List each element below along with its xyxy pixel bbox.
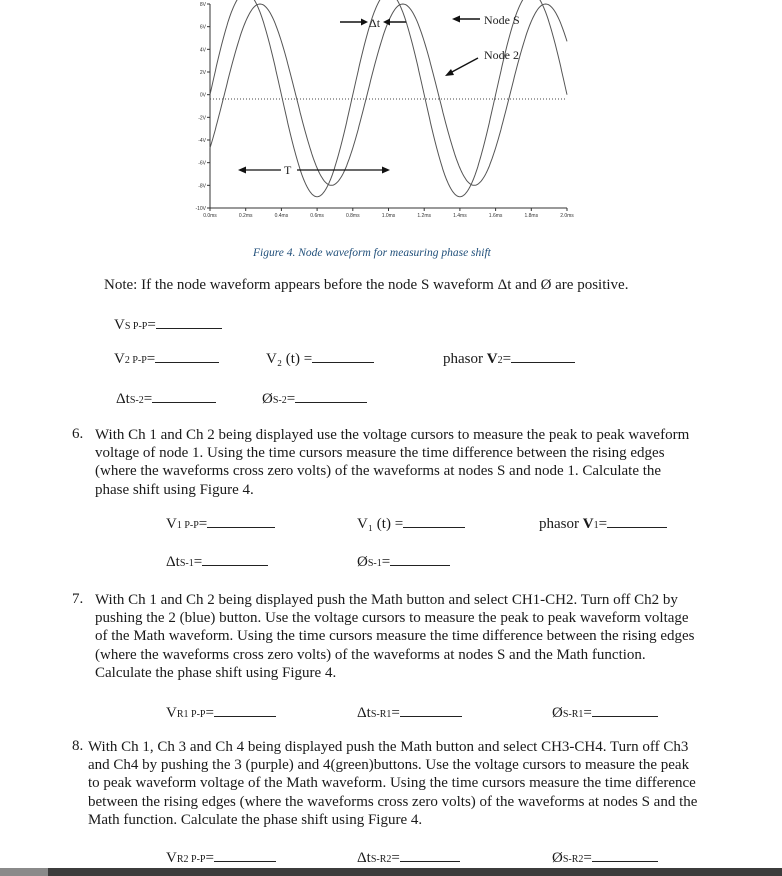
x-tick-label: 1.4ms bbox=[453, 213, 467, 219]
v2-t-label: V₂ (t) = bbox=[266, 351, 313, 367]
node-s-waveform bbox=[210, 0, 567, 197]
v1-pp-sub: 1 P-P bbox=[176, 520, 199, 531]
phasor-v2-blank[interactable] bbox=[511, 350, 575, 363]
node-2-waveform bbox=[210, 4, 567, 185]
dtsr1-field bbox=[357, 704, 462, 722]
phasor-v2-sub: 2 bbox=[497, 355, 503, 366]
vr2-pp-field bbox=[166, 849, 276, 867]
dts2-blank[interactable] bbox=[152, 390, 216, 403]
y-tick-label: 8V bbox=[199, 2, 206, 8]
phisr2-blank[interactable] bbox=[592, 849, 658, 862]
vr2-pp-main: V bbox=[166, 850, 177, 866]
dtsr2-eq: = bbox=[391, 850, 400, 866]
phasor-v1-blank[interactable] bbox=[607, 515, 667, 528]
note-text: Note: If the node waveform appears before the node S waveform Δt and Ø are positive. bbox=[104, 277, 629, 293]
phisr1-blank[interactable] bbox=[592, 704, 658, 717]
dts2-field bbox=[116, 390, 216, 408]
y-tick-label: 2V bbox=[199, 70, 206, 76]
dtsr1-main: Δt bbox=[357, 705, 371, 721]
v2-pp-eq: = bbox=[146, 351, 156, 367]
period-arrowhead-left bbox=[238, 167, 246, 174]
phasor-v1-bold: V bbox=[582, 516, 594, 532]
v1-pp-main: V bbox=[166, 516, 177, 532]
delta-t-label: Δt bbox=[369, 16, 381, 30]
vr2-pp-sub: R2 P-P bbox=[176, 854, 206, 865]
vr1-pp-sub: R1 P-P bbox=[176, 709, 206, 720]
phis1-field bbox=[357, 553, 450, 571]
phasor-v2-bold: V bbox=[486, 351, 498, 367]
node-2-arrowhead bbox=[445, 69, 454, 76]
y-tick-label: -4V bbox=[198, 138, 206, 144]
phis2-eq: = bbox=[286, 391, 296, 407]
dts2-main: Δt bbox=[116, 391, 130, 407]
dts1-sub: S-1 bbox=[179, 558, 194, 569]
v1-pp-blank[interactable] bbox=[207, 515, 275, 528]
item8-text: With Ch 1, Ch 3 and Ch 4 being displayed push the Math button and select CH3-CH4. Turn off Ch3 and Ch4 by pushing the 3 (purple) and 4(green)buttons. Use the voltage cursors to measure the peak to peak waveform voltage of the Math waveform. Using the time cursors measure the time difference between the rising edges (where the waveforms cross zero volts) of the waveforms at nodes S and the Math function. Calculate the phase shift using Figure 4. bbox=[88, 739, 698, 828]
v2-pp-field bbox=[114, 350, 219, 368]
phisr2-eq: = bbox=[583, 850, 592, 866]
dtsr2-blank[interactable] bbox=[400, 849, 460, 862]
y-tick-label: 0V bbox=[199, 92, 206, 99]
node-s-label: Node S bbox=[484, 13, 520, 27]
phis2-field bbox=[262, 390, 367, 408]
item6-number: 6. bbox=[72, 426, 84, 442]
phisr2-sub: S-R2 bbox=[562, 854, 584, 865]
item7-number: 7. bbox=[72, 591, 84, 607]
period-label: T bbox=[284, 163, 292, 177]
phisr1-eq: = bbox=[583, 705, 592, 721]
vs-pp-blank[interactable] bbox=[156, 316, 222, 329]
item8-number: 8. bbox=[72, 738, 84, 754]
dts1-main: Δt bbox=[166, 554, 180, 570]
vs-pp-sub: S P-P bbox=[124, 321, 148, 332]
delta-t-right-arrowhead bbox=[383, 19, 390, 26]
x-tick-label: 0.4ms bbox=[274, 213, 289, 219]
dtsr2-sub: S-R2 bbox=[370, 854, 392, 865]
vr2-pp-eq: = bbox=[205, 850, 214, 866]
y-tick-label: -8V bbox=[198, 183, 206, 190]
v1-pp-eq: = bbox=[198, 516, 208, 532]
node-s-arrowhead bbox=[452, 16, 460, 23]
node-2-arrow bbox=[450, 58, 478, 73]
vr1-pp-main: V bbox=[166, 705, 177, 721]
phis2-main: Ø bbox=[262, 391, 273, 407]
vs-pp-eq: = bbox=[147, 317, 156, 333]
dtsr1-blank[interactable] bbox=[400, 704, 462, 717]
window-bottom-bar bbox=[0, 868, 782, 876]
figure-caption: Figure 4. Node waveform for measuring phase shift bbox=[253, 247, 491, 259]
phisr2-main: Ø bbox=[552, 850, 563, 866]
v1-t-field bbox=[357, 515, 465, 533]
vr1-pp-eq: = bbox=[205, 705, 214, 721]
dtsr1-sub: S-R1 bbox=[370, 709, 392, 720]
v2-t-field bbox=[266, 350, 374, 368]
delta-t-left-arrowhead bbox=[361, 19, 368, 26]
y-tick-label: -6V bbox=[198, 160, 206, 167]
vs-pp-main: V bbox=[114, 317, 125, 333]
y-tick-label: 6V bbox=[199, 24, 206, 31]
phis2-blank[interactable] bbox=[295, 390, 367, 403]
phasor-v1-eq: = bbox=[598, 516, 608, 532]
x-tick-label: 1.6ms bbox=[488, 213, 503, 219]
v2-pp-main: V bbox=[114, 351, 125, 367]
waveform-figure bbox=[0, 0, 782, 235]
y-tick-label: -2V bbox=[198, 115, 206, 122]
dts1-blank[interactable] bbox=[202, 553, 268, 566]
vr2-pp-blank[interactable] bbox=[214, 849, 276, 862]
x-tick-label: 0.0ms bbox=[203, 213, 217, 219]
dts1-eq: = bbox=[193, 554, 203, 570]
item7-text: With Ch 1 and Ch 2 being displayed push the Math button and select CH1-CH2. Turn off Ch2 by pushing the 2 (blue) button. Use the voltage cursors to measure the peak to peak waveform voltage of the Math waveform. Using the time cursors measure the time difference between the rising edges (where the waveforms cross zero volts) of the waveforms at nodes S and the Math function. Calculate the phase shift using Figure 4. bbox=[95, 592, 695, 681]
v2-t-blank[interactable] bbox=[312, 350, 374, 363]
dtsr1-eq: = bbox=[391, 705, 400, 721]
phasor-v1-text: phasor bbox=[539, 516, 583, 532]
phisr1-main: Ø bbox=[552, 705, 563, 721]
y-tick-label: 4V bbox=[199, 47, 206, 54]
x-tick-label: 0.6ms bbox=[310, 213, 324, 219]
phis1-eq: = bbox=[381, 554, 391, 570]
v1-t-label: V₁ (t) = bbox=[357, 516, 404, 532]
phasor-v1-sub: 1 bbox=[593, 520, 599, 531]
dtsr2-main: Δt bbox=[357, 850, 371, 866]
x-tick-label: 1.8ms bbox=[524, 213, 539, 219]
x-tick-label: 1.2ms bbox=[417, 213, 432, 219]
node-2-label: Node 2 bbox=[484, 48, 519, 62]
v1-pp-field bbox=[166, 515, 275, 533]
phisr1-sub: S-R1 bbox=[562, 709, 584, 720]
phis1-main: Ø bbox=[357, 554, 368, 570]
dts1-field bbox=[166, 553, 268, 571]
phisr2-field bbox=[552, 849, 658, 867]
x-tick-label: 2.0ms bbox=[560, 213, 574, 219]
dts2-eq: = bbox=[143, 391, 153, 407]
vs-pp-field bbox=[114, 316, 222, 334]
vr1-pp-blank[interactable] bbox=[214, 704, 276, 717]
x-tick-label: 0.8ms bbox=[345, 213, 360, 219]
v2-pp-sub: 2 P-P bbox=[124, 355, 147, 366]
x-tick-label: 0.2ms bbox=[238, 213, 253, 219]
v2-pp-blank[interactable] bbox=[155, 350, 219, 363]
x-tick-label: 1.0ms bbox=[381, 213, 396, 219]
phisr1-field bbox=[552, 704, 658, 722]
dts2-sub: S-2 bbox=[129, 395, 144, 406]
v1-t-blank[interactable] bbox=[403, 515, 465, 528]
item6-text: With Ch 1 and Ch 2 being displayed use the voltage cursors to measure the peak to peak waveform voltage of node 1. Using the time cursors measure the time difference between the rising edges (where the waveforms cross zero volts) of the waveforms at nodes S and node 1. Calculate the phase shift using Figure 4. bbox=[95, 427, 690, 498]
phasor-v2-eq: = bbox=[502, 351, 512, 367]
phis1-sub: S-1 bbox=[367, 558, 382, 569]
period-arrowhead-right bbox=[382, 167, 390, 174]
phasor-v2-field bbox=[443, 350, 575, 368]
phasor-v2-text: phasor bbox=[443, 351, 487, 367]
phis1-blank[interactable] bbox=[390, 553, 450, 566]
dtsr2-field bbox=[357, 849, 460, 867]
phis2-sub: S-2 bbox=[272, 395, 287, 406]
bottom-bar-segment bbox=[0, 868, 48, 876]
vr1-pp-field bbox=[166, 704, 276, 722]
phasor-v1-field bbox=[539, 515, 667, 533]
y-tick-label: -10V bbox=[195, 206, 206, 212]
